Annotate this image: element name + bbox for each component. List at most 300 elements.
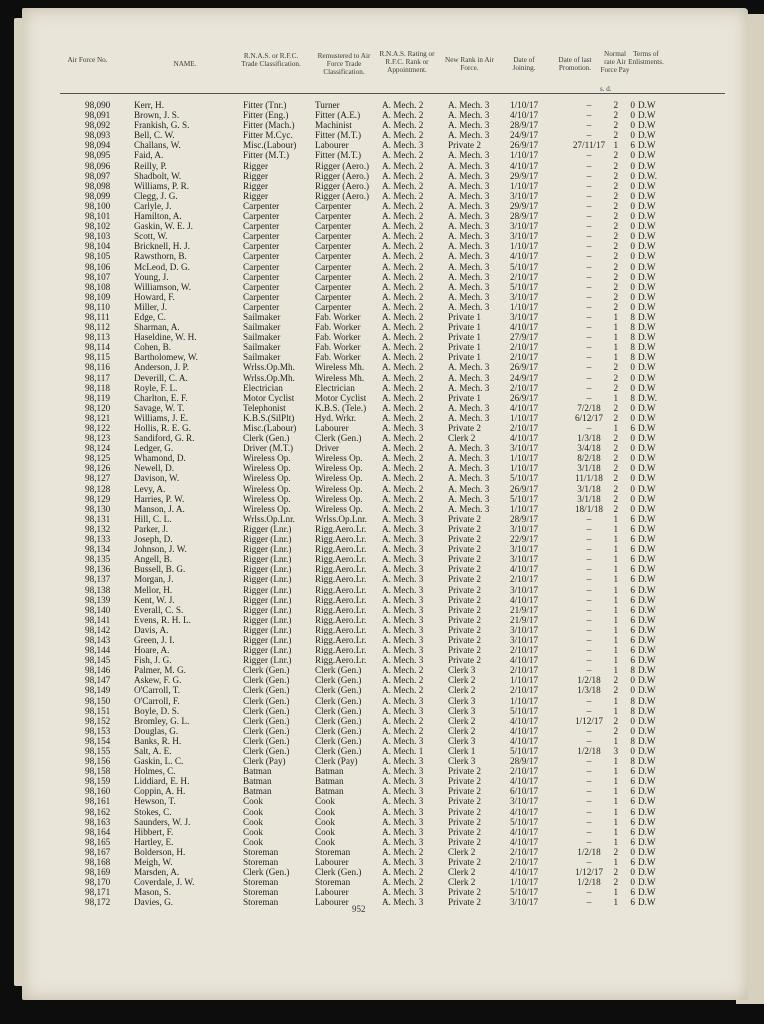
cell-rating: A. Mech. 2 — [382, 372, 424, 383]
cell-promotion-date: – — [586, 665, 592, 676]
cell-terms: D.W — [638, 493, 656, 504]
cell-joining-date: 1/10/17 — [510, 675, 539, 686]
cell-joining-date: 4/10/17 — [510, 160, 539, 171]
table-row — [60, 191, 730, 201]
cell-air-force-no: 98,151 — [85, 705, 111, 716]
cell-promotion-date: – — [586, 180, 592, 191]
cell-rating: A. Mech. 2 — [382, 342, 424, 353]
cell-remustered-trade: Clerk (Gen.) — [315, 695, 362, 706]
cell-name: Saunders, W. J. — [134, 816, 191, 827]
cell-terms: D.W — [638, 645, 656, 656]
cell-promotion-date: – — [586, 564, 592, 575]
cell-promotion-date: – — [586, 190, 592, 201]
cell-name: Howard, F. — [134, 291, 175, 302]
cell-name: Davis, A. — [134, 624, 169, 635]
cell-remustered-trade: Clerk (Gen.) — [315, 705, 362, 716]
cell-joining-date: 6/10/17 — [510, 786, 539, 797]
cell-remustered-trade: Clerk (Gen.) — [315, 675, 362, 686]
cell-promotion-date: – — [586, 826, 592, 837]
cell-pay: 2 0 — [613, 190, 640, 201]
cell-terms: D.W — [638, 604, 656, 615]
cell-air-force-no: 98,094 — [85, 140, 111, 151]
table-row — [60, 211, 730, 221]
cell-remustered-trade: Carpenter — [315, 211, 352, 222]
cell-terms: D.W — [638, 574, 656, 585]
cell-new-rank: Private 2 — [448, 574, 481, 585]
cell-remustered-trade: Rigg.Aero.Lr. — [315, 584, 367, 595]
cell-promotion-date: – — [586, 372, 592, 383]
cell-rnas-trade: Wireless Op. — [243, 503, 291, 514]
cell-rnas-trade: Sailmaker — [243, 352, 281, 363]
cell-air-force-no: 98,105 — [85, 251, 111, 262]
cell-joining-date: 5/10/17 — [510, 473, 539, 484]
cell-rating: A. Mech. 2 — [382, 402, 424, 413]
cell-rating: A. Mech. 2 — [382, 291, 424, 302]
cell-new-rank: A. Mech. 3 — [448, 463, 490, 474]
cell-remustered-trade: Clerk (Gen.) — [315, 685, 362, 696]
table-row — [60, 746, 730, 756]
cell-terms: D.W — [638, 614, 656, 625]
cell-name: Frankish, G. S. — [134, 120, 190, 131]
cell-remustered-trade: Cook — [315, 806, 335, 817]
table-row — [60, 827, 730, 837]
cell-name: Davies, G. — [134, 897, 174, 908]
table-row — [60, 696, 730, 706]
cell-joining-date: 2/10/17 — [510, 665, 539, 676]
cell-new-rank: A. Mech. 3 — [448, 160, 490, 171]
cell-pay: 1 6 — [613, 766, 640, 777]
cell-rnas-trade: Batman — [243, 776, 272, 787]
cell-rating: A. Mech. 2 — [382, 332, 424, 343]
cell-air-force-no: 98,137 — [85, 574, 111, 585]
cell-promotion-date: 11/1/18 — [575, 473, 603, 484]
table-row — [60, 665, 730, 675]
cell-new-rank: Private 2 — [448, 766, 481, 777]
cell-rating: A. Mech. 3 — [382, 756, 424, 767]
cell-joining-date: 26/9/17 — [510, 483, 539, 494]
cell-rnas-trade: Storeman — [243, 857, 279, 868]
cell-remustered-trade: Rigg.Aero.Lr. — [315, 604, 367, 615]
cell-remustered-trade: Fab. Worker — [315, 352, 361, 363]
cell-pay: 1 8 — [613, 392, 640, 403]
cell-rnas-trade: Clerk (Gen.) — [243, 735, 290, 746]
cell-remustered-trade: Fitter (M.T.) — [315, 150, 362, 161]
cell-terms: D.W — [638, 332, 656, 343]
cell-name: Holmes, C. — [134, 766, 176, 777]
cell-rnas-trade: Rigger (Lnr.) — [243, 614, 292, 625]
cell-name: Edge, C. — [134, 311, 166, 322]
cell-new-rank: Private 2 — [448, 614, 481, 625]
cell-air-force-no: 98,171 — [85, 887, 111, 898]
cell-terms: D.W — [638, 503, 656, 514]
cell-name: Miller, J. — [134, 301, 168, 312]
cell-promotion-date: – — [586, 200, 592, 211]
cell-rnas-trade: Clerk (Gen.) — [243, 695, 290, 706]
cell-air-force-no: 98,150 — [85, 695, 111, 706]
cell-terms: D.W — [638, 463, 656, 474]
cell-promotion-date: – — [586, 291, 592, 302]
table-row — [60, 817, 730, 827]
cell-terms: D.W — [638, 826, 656, 837]
table-row — [60, 494, 730, 504]
cell-air-force-no: 98,100 — [85, 200, 111, 211]
cell-rnas-trade: Carpenter — [243, 200, 280, 211]
table-row — [60, 201, 730, 211]
cell-promotion-date: 1/2/18 — [577, 675, 601, 686]
cell-terms: D.W — [638, 281, 656, 292]
cell-promotion-date: 1/3/18 — [577, 433, 601, 444]
cell-promotion-date: 1/2/18 — [577, 877, 601, 888]
cell-new-rank: Private 2 — [448, 513, 481, 524]
cell-rating: A. Mech. 3 — [382, 786, 424, 797]
cell-air-force-no: 98,133 — [85, 534, 111, 545]
cell-rating: A. Mech. 3 — [382, 655, 424, 666]
table-row — [60, 272, 730, 282]
cell-rating: A. Mech. 2 — [382, 271, 424, 282]
cell-pay: 2 0 — [613, 130, 640, 141]
cell-name: Hollis, R. E. G. — [134, 423, 191, 433]
cell-rating: A. Mech. 2 — [382, 110, 424, 121]
cell-air-force-no: 98,168 — [85, 857, 111, 868]
cell-name: Harries, P. W. — [134, 493, 185, 504]
cell-promotion-date: – — [586, 584, 592, 595]
cell-new-rank: Private 1 — [448, 342, 481, 353]
cell-rnas-trade: Fitter (Tnr.) — [243, 100, 287, 110]
table-row — [60, 443, 730, 453]
cell-rating: A. Mech. 2 — [382, 160, 424, 171]
header-pay: Normal rate Air Force Pay — [600, 50, 630, 74]
cell-new-rank: Clerk 2 — [448, 715, 476, 726]
cell-promotion-date: – — [586, 271, 592, 282]
cell-joining-date: 4/10/17 — [510, 725, 539, 736]
cell-rnas-trade: Clerk (Pay) — [243, 756, 286, 767]
cell-pay: 2 0 — [613, 150, 640, 161]
cell-name: Shadbolt, W. — [134, 170, 182, 181]
cell-name: O'Carroll, T. — [134, 685, 180, 696]
cell-rnas-trade: Storeman — [243, 846, 279, 857]
cell-new-rank: Clerk 2 — [448, 433, 476, 444]
cell-new-rank: A. Mech. 3 — [448, 100, 490, 110]
table-row — [60, 251, 730, 261]
cell-promotion-date: – — [586, 100, 592, 110]
cell-new-rank: A. Mech. 3 — [448, 130, 490, 141]
cell-air-force-no: 98,115 — [85, 352, 110, 363]
cell-joining-date: 4/10/17 — [510, 655, 539, 666]
cell-air-force-no: 98,132 — [85, 523, 111, 534]
cell-pay: 2 0 — [613, 372, 640, 383]
table-row — [60, 716, 730, 726]
cell-air-force-no: 98,116 — [85, 362, 110, 373]
cell-promotion-date: – — [586, 756, 592, 767]
cell-rnas-trade: Rigger — [243, 190, 269, 201]
cell-remustered-trade: Rigg.Aero.Lr. — [315, 554, 367, 565]
cell-joining-date: 1/10/17 — [510, 301, 539, 312]
cell-remustered-trade: Driver — [315, 443, 339, 454]
cell-new-rank: A. Mech. 3 — [448, 261, 490, 272]
cell-promotion-date: – — [586, 705, 592, 716]
cell-air-force-no: 98,134 — [85, 544, 111, 555]
cell-promotion-date: – — [586, 655, 592, 666]
table-row — [60, 867, 730, 877]
cell-name: Haseldine, W. H. — [134, 332, 197, 343]
cell-promotion-date: – — [586, 261, 592, 272]
cell-remustered-trade: Wireless Op. — [315, 503, 363, 514]
cell-rnas-trade: Rigger (Lnr.) — [243, 655, 292, 666]
cell-name: Bussell, B. G. — [134, 564, 186, 575]
cell-rnas-trade: Carpenter — [243, 301, 280, 312]
cell-remustered-trade: Labourer — [315, 423, 349, 433]
cell-terms: D.W — [638, 523, 656, 534]
cell-remustered-trade: Carpenter — [315, 261, 352, 272]
cell-joining-date: 2/10/17 — [510, 342, 539, 353]
cell-air-force-no: 98,147 — [85, 675, 111, 686]
cell-new-rank: A. Mech. 3 — [448, 291, 490, 302]
cell-terms: D.W — [638, 513, 656, 524]
cell-pay: 1 6 — [613, 645, 640, 656]
cell-air-force-no: 98,160 — [85, 786, 111, 797]
cell-remustered-trade: Rigger (Aero.) — [315, 190, 370, 201]
table-row — [60, 484, 730, 494]
cell-joining-date: 3/10/17 — [510, 624, 539, 635]
cell-terms: D.W — [638, 534, 656, 545]
cell-new-rank: Clerk 3 — [448, 756, 476, 767]
cell-rating: A. Mech. 2 — [382, 190, 424, 201]
cell-rnas-trade: Wireless Op. — [243, 473, 291, 484]
cell-pay: 1 6 — [613, 140, 640, 151]
table-row — [60, 362, 730, 372]
cell-rnas-trade: Rigger (Lnr.) — [243, 634, 292, 645]
cell-air-force-no: 98,123 — [85, 433, 111, 444]
cell-promotion-date: – — [586, 735, 592, 746]
cell-terms: D.W — [638, 634, 656, 645]
cell-pay: 1 8 — [613, 735, 640, 746]
cell-joining-date: 1/10/17 — [510, 695, 539, 706]
cell-new-rank: Clerk 2 — [448, 846, 476, 857]
cell-new-rank: Clerk 1 — [448, 746, 476, 756]
cell-name: Johnson, J. W. — [134, 544, 187, 555]
cell-terms: D.W. — [638, 392, 658, 403]
cell-terms: D.W — [638, 150, 656, 161]
cell-name: Charlton, E. F. — [134, 392, 188, 403]
cell-rnas-trade: Rigger (Lnr.) — [243, 544, 292, 555]
cell-new-rank: Private 2 — [448, 897, 481, 908]
cell-remustered-trade: Turner — [315, 100, 340, 110]
cell-rating: A. Mech. 2 — [382, 261, 424, 272]
table-row — [60, 585, 730, 595]
table-row — [60, 837, 730, 847]
cell-air-force-no: 98,098 — [85, 180, 111, 191]
cell-pay: 2 0 — [613, 453, 640, 464]
cell-rating: A. Mech. 3 — [382, 594, 424, 605]
table-row — [60, 221, 730, 231]
cell-new-rank: A. Mech. 3 — [448, 382, 490, 393]
cell-new-rank: Clerk 3 — [448, 735, 476, 746]
cell-pay: 2 0 — [613, 715, 640, 726]
cell-rating: A. Mech. 3 — [382, 735, 424, 746]
cell-new-rank: Private 2 — [448, 534, 481, 545]
cell-pay: 1 8 — [613, 311, 640, 322]
cell-air-force-no: 98,106 — [85, 261, 111, 272]
cell-remustered-trade: Wireless Mh. — [315, 362, 365, 373]
cell-pay: 1 6 — [613, 423, 640, 433]
cell-rnas-trade: Motor Cyclist — [243, 392, 295, 403]
cell-new-rank: Private 2 — [448, 423, 481, 433]
cell-rating: A. Mech. 2 — [382, 877, 424, 888]
cell-joining-date: 2/10/17 — [510, 766, 539, 777]
cell-name: Coverdale, J. W. — [134, 877, 195, 888]
cell-name: Salt, A. E. — [134, 746, 172, 756]
cell-terms: D.W — [638, 412, 656, 423]
cell-air-force-no: 98,124 — [85, 443, 111, 454]
cell-joining-date: 3/10/17 — [510, 443, 539, 454]
cell-rnas-trade: Rigger (Lnr.) — [243, 594, 292, 605]
cell-name: Hibbert, F. — [134, 826, 174, 837]
cell-joining-date: 2/10/17 — [510, 857, 539, 868]
cell-air-force-no: 98,143 — [85, 634, 111, 645]
cell-joining-date: 3/10/17 — [510, 523, 539, 534]
cell-air-force-no: 98,164 — [85, 826, 111, 837]
cell-joining-date: 4/10/17 — [510, 322, 539, 333]
cell-new-rank: Clerk 2 — [448, 725, 476, 736]
cell-name: Young, J. — [134, 271, 169, 282]
cell-rating: A. Mech. 2 — [382, 200, 424, 211]
cell-new-rank: A. Mech. 3 — [448, 453, 490, 464]
cell-rating: A. Mech. 3 — [382, 705, 424, 716]
cell-name: Cohen, B. — [134, 342, 172, 353]
cell-new-rank: Clerk 2 — [448, 685, 476, 696]
table-row — [60, 847, 730, 857]
table-row — [60, 635, 730, 645]
table-row — [60, 423, 730, 433]
cell-remustered-trade: Rigg.Aero.Lr. — [315, 574, 367, 585]
cell-air-force-no: 98,112 — [85, 322, 110, 333]
cell-air-force-no: 98,091 — [85, 110, 111, 121]
cell-rnas-trade: Cook — [243, 796, 263, 807]
cell-new-rank: Private 2 — [448, 816, 481, 827]
table-row — [60, 322, 730, 332]
cell-joining-date: 21/9/17 — [510, 604, 539, 615]
cell-promotion-date: – — [586, 241, 592, 252]
cell-remustered-trade: Wireless Op. — [315, 463, 363, 474]
cell-rating: A. Mech. 3 — [382, 887, 424, 898]
cell-terms: D.W — [638, 624, 656, 635]
cell-promotion-date: 6/12/17 — [574, 412, 604, 423]
cell-rnas-trade: Rigger — [243, 180, 269, 191]
cell-terms: D.W — [638, 776, 656, 787]
table-row — [60, 625, 730, 635]
cell-rnas-trade: Carpenter — [243, 231, 280, 242]
table-row — [60, 171, 730, 181]
cell-pay: 2 0 — [613, 160, 640, 171]
cell-remustered-trade: Cook — [315, 796, 335, 807]
cell-rating: A. Mech. 3 — [382, 645, 424, 656]
cell-joining-date: 5/10/17 — [510, 705, 539, 716]
cell-new-rank: A. Mech. 3 — [448, 483, 490, 494]
cell-pay: 2 0 — [613, 685, 640, 696]
cell-rnas-trade: K.B.S.(SilPlt) — [243, 412, 295, 423]
cell-terms: D.W — [638, 160, 656, 171]
cell-remustered-trade: Clerk (Gen.) — [315, 746, 362, 756]
cell-pay: 1 6 — [613, 624, 640, 635]
cell-name: Hamilton, A. — [134, 211, 182, 222]
cell-name: Faid, A. — [134, 150, 164, 161]
cell-name: Everall, C. S. — [134, 604, 184, 615]
cell-promotion-date: – — [586, 887, 592, 898]
cell-joining-date: 1/10/17 — [510, 463, 539, 474]
cell-new-rank: Private 2 — [448, 634, 481, 645]
cell-rating: A. Mech. 3 — [382, 836, 424, 847]
cell-new-rank: Clerk 3 — [448, 665, 476, 676]
cell-pay: 1 6 — [613, 826, 640, 837]
cell-air-force-no: 98,141 — [85, 614, 111, 625]
cell-air-force-no: 98,154 — [85, 735, 111, 746]
cell-rating: A. Mech. 2 — [382, 725, 424, 736]
cell-air-force-no: 98,096 — [85, 160, 111, 171]
cell-rnas-trade: Wrlss.Op.Mh. — [243, 372, 295, 383]
cell-name: Douglas, G. — [134, 725, 179, 736]
cell-terms: D.W — [638, 897, 656, 908]
cell-pay: 2 0 — [613, 503, 640, 514]
cell-promotion-date: – — [586, 160, 592, 171]
cell-terms: D.W — [638, 423, 656, 433]
cell-terms: D.W — [638, 735, 656, 746]
cell-rnas-trade: Cook — [243, 826, 263, 837]
table-row — [60, 574, 730, 584]
cell-remustered-trade: Clerk (Gen.) — [315, 735, 362, 746]
cell-rnas-trade: Rigger (Lnr.) — [243, 624, 292, 635]
cell-rnas-trade: Rigger (Lnr.) — [243, 645, 292, 656]
cell-terms: D.W — [638, 695, 656, 706]
cell-pay: 1 6 — [613, 614, 640, 625]
cell-name: Bolderson, H. — [134, 846, 186, 857]
cell-promotion-date: – — [586, 574, 592, 585]
cell-rnas-trade: Sailmaker — [243, 322, 281, 333]
cell-joining-date: 29/9/17 — [510, 170, 539, 181]
cell-new-rank: Private 2 — [448, 544, 481, 555]
cell-terms: D.W — [638, 180, 656, 191]
cell-rating: A. Mech. 2 — [382, 251, 424, 262]
cell-rating: A. Mech. 2 — [382, 241, 424, 252]
cell-rnas-trade: Batman — [243, 786, 272, 797]
cell-terms: D.W — [638, 261, 656, 272]
cell-promotion-date: – — [586, 806, 592, 817]
cell-rnas-trade: Carpenter — [243, 261, 280, 272]
cell-rating: A. Mech. 3 — [382, 584, 424, 595]
cell-name: Savage, W. T. — [134, 402, 185, 413]
table-row — [60, 453, 730, 463]
cell-pay: 2 0 — [613, 211, 640, 222]
cell-terms: D.W — [638, 705, 656, 716]
cell-air-force-no: 98,135 — [85, 554, 111, 565]
cell-air-force-no: 98,107 — [85, 271, 111, 282]
cell-terms: D.W — [638, 473, 656, 484]
cell-terms: D.W — [638, 402, 656, 413]
cell-rnas-trade: Rigger (Lnr.) — [243, 574, 292, 585]
cell-rating: A. Mech. 3 — [382, 513, 424, 524]
table-row — [60, 302, 730, 312]
cell-terms: D.W — [638, 564, 656, 575]
cell-pay: 1 6 — [613, 584, 640, 595]
cell-rating: A. Mech. 3 — [382, 564, 424, 575]
cell-remustered-trade: Wireless Op. — [315, 453, 363, 464]
cell-rnas-trade: Fitter (Eng.) — [243, 110, 289, 121]
cell-joining-date: 2/10/17 — [510, 271, 539, 282]
cell-air-force-no: 98,140 — [85, 604, 111, 615]
cell-pay: 2 0 — [613, 180, 640, 191]
table-body — [60, 100, 730, 908]
cell-rating: A. Mech. 2 — [382, 362, 424, 373]
cell-promotion-date: 18/1/18 — [574, 503, 604, 514]
